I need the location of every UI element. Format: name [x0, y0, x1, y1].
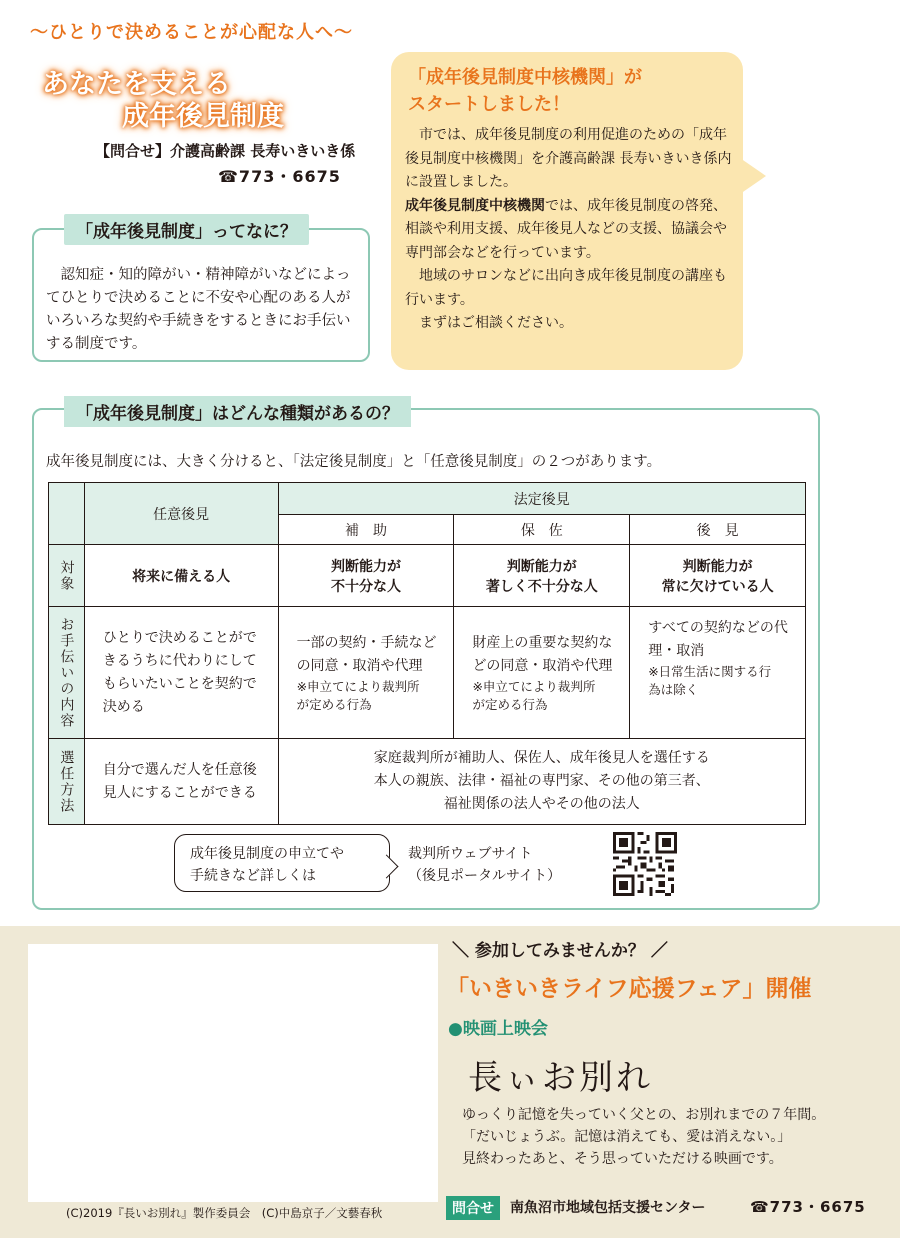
header-hosa: 保 佐	[454, 515, 630, 545]
event-tel: ☎773・6675	[750, 1198, 866, 1216]
info-line1: 成年後見制度の申立てや	[190, 846, 344, 862]
movie-title: 長ぃお別れ	[468, 1058, 653, 1098]
event-cinema: ●映画上映会	[448, 1019, 548, 1039]
movie-credit: (C)2019『長いお別れ』製作委員会 (C)中島京子／文藝春秋	[66, 1206, 383, 1220]
taisho-kouken-1: 判断能力が	[682, 558, 753, 575]
event-contact-badge: 問合せ	[446, 1196, 500, 1220]
page-title-line1: あなたを支える	[42, 69, 231, 100]
center-body	[405, 124, 735, 336]
movie-desc-3: 見終わったあと、そう思っていただける映画です。	[462, 1151, 783, 1167]
cell-taisho-kouken	[630, 545, 806, 607]
contact-info: 【問合せ】介護高齢課 長寿いきいき係	[95, 142, 356, 160]
senin-hotei-3: 福祉関係の法人やその他の法人	[443, 796, 640, 812]
otetsudai-hojo-text: 一部の契約・手続などの同意・取消や代理	[296, 634, 437, 674]
center-p3: 地域のサロンなどに出向き成年後見制度の講座も行います。	[405, 268, 727, 308]
otetsudai-nin-text: ひとりで決めることができるうちに代わりにしてもらいたいことを契約で決める	[102, 629, 257, 715]
row-label-taisho-text: 対象	[58, 559, 75, 592]
types-intro: 成年後見制度には、大きく分けると、「法定後見制度」と「任意後見制度」の２つがあります。	[46, 454, 662, 470]
header-hotei: 法定後見	[278, 483, 805, 515]
row-label-senin	[49, 739, 85, 825]
center-p4: まずはご相談ください。	[419, 315, 573, 331]
cell-otetsudai-kouken	[630, 607, 806, 739]
cell-taisho-nin: 将来に備える人	[84, 545, 278, 607]
cell-otetsudai-hosa	[454, 607, 630, 739]
movie-poster-image	[28, 944, 438, 1202]
bubble-tail	[740, 158, 766, 194]
otetsudai-hosa-note: ※申立てにより裁判所が定める行為	[472, 678, 596, 712]
info-line2: 手続きなど詳しくは	[190, 868, 316, 884]
otetsudai-hosa-text: 財産上の重要な契約などの同意・取消や代理	[472, 634, 613, 674]
taisho-hojo-1: 判断能力が	[331, 558, 401, 575]
event-contact: 南魚沼市地域包括支援センター	[510, 1200, 706, 1216]
tagline: 〜ひとりで決めることが心配な人へ〜	[30, 22, 353, 43]
center-title-line1: 「成年後見制度中核機関」が	[408, 67, 642, 88]
contact-tel: ☎773・6675	[218, 167, 341, 186]
court-line1: 裁判所ウェブサイト	[408, 846, 533, 862]
row-label-senin-text: 選任方法	[58, 749, 75, 814]
cell-senin-nin	[84, 739, 278, 825]
qr-code-icon[interactable]	[612, 832, 678, 896]
movie-description	[462, 1104, 825, 1170]
senin-hotei-2: 本人の親族、法律・福祉の専門家、その他の第三者、	[373, 773, 710, 789]
corner-cell	[49, 483, 85, 545]
otetsudai-kouken-note: ※日常生活に関する行為は除く	[648, 664, 772, 697]
taisho-kouken-2: 常に欠けている人	[661, 578, 774, 595]
cell-otetsudai-nin	[84, 607, 278, 739]
cell-otetsudai-hojo	[278, 607, 454, 739]
center-p1: 市では、成年後見制度の利用促進のための「成年後見制度中核機関」を介護高齢課 長寿いきいき係内に設置しました。	[405, 127, 732, 190]
otetsudai-hojo-note: ※申立てにより裁判所が定める行為	[296, 678, 420, 712]
taisho-hosa-2: 著しく不十分な人	[485, 578, 598, 595]
cell-taisho-hosa	[454, 545, 630, 607]
movie-desc-2: 「だいじょうぶ。記憶は消えても、愛は消えない。」	[462, 1129, 792, 1145]
cell-taisho-hojo	[278, 545, 454, 607]
what-heading: 「成年後見制度」ってなに？	[64, 214, 309, 245]
row-label-otetsudai	[49, 607, 85, 739]
types-heading: 「成年後見制度」はどんな種類があるの？	[64, 396, 411, 427]
event-invite: ＼ 参加してみませんか？ ／	[452, 941, 668, 961]
court-line2: （後見ポータルサイト）	[408, 868, 562, 884]
row-label-otetsudai-text: お手伝いの内容	[58, 616, 75, 729]
senin-hotei-1: 家庭裁判所が補助人、保佐人、成年後見人を選任する	[373, 750, 710, 766]
court-link[interactable]	[408, 843, 561, 887]
header-nin: 任意後見	[84, 483, 278, 545]
event-title: 「いきいきライフ応援フェア」開催	[446, 976, 812, 1002]
center-title-line2: スタートしました！	[408, 94, 570, 115]
header-kouken: 後 見	[630, 515, 806, 545]
header-hojo: 補 助	[278, 515, 454, 545]
center-p2	[405, 195, 735, 266]
taisho-hojo-2: 不十分な人	[331, 578, 401, 595]
senin-nin-text: 自分で選んだ人を任意後見人にすることができる	[102, 761, 257, 801]
info-text	[190, 843, 344, 887]
center-p2-bold: 成年後見制度中核機関	[405, 197, 545, 214]
otetsudai-kouken-text: すべての契約などの代理・取消	[648, 620, 788, 659]
what-body: 認知症・知的障がい・精神障がいなどによってひとりで決めることに不安や心配のある人がいろいろな契約や手続きをするときにお手伝いする制度です。	[46, 267, 351, 352]
center-title	[408, 64, 642, 118]
cell-senin-hotei	[278, 739, 805, 825]
movie-desc-1: ゆっくり記憶を失っていく父との、お別れまでの７年間。	[462, 1107, 826, 1123]
types-table	[48, 482, 806, 825]
taisho-hosa-1: 判断能力が	[506, 558, 577, 575]
page-title-line2: 成年後見制度	[122, 101, 284, 132]
center-p2-text: では、成年後見制度の啓発、相談や利用支援、成年後見人などの支援、協議会や専門部会などを行っています。	[405, 197, 727, 261]
row-label-taisho	[49, 545, 85, 607]
